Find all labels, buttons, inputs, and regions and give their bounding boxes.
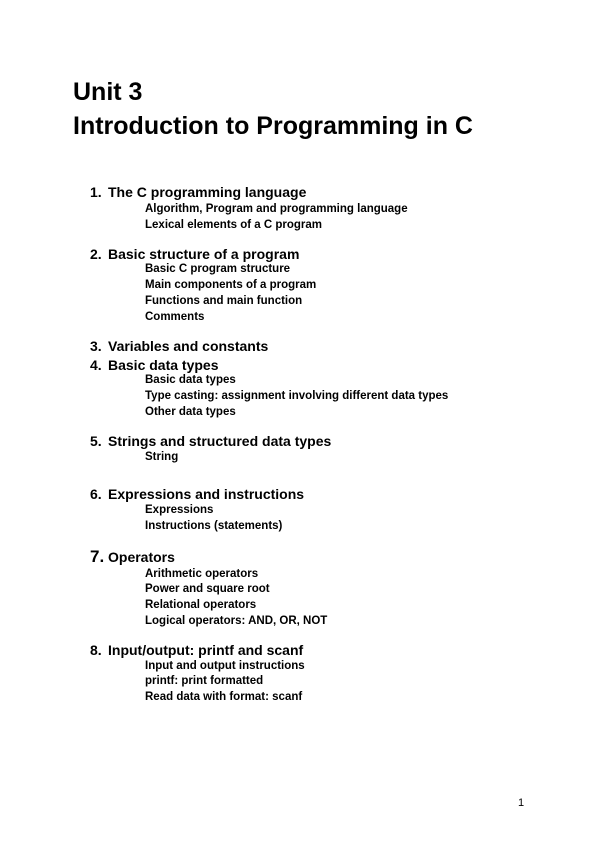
section-heading-1 xyxy=(90,184,306,200)
section-title: Basic structure of a program xyxy=(108,246,300,262)
subtopic-item: Main components of a program xyxy=(145,279,317,291)
subtopic-item: Arithmetic operators xyxy=(145,568,259,580)
subtopic-item: Instructions (statements) xyxy=(145,520,283,532)
section-number: 4. xyxy=(90,357,102,373)
section-title: The C programming language xyxy=(108,184,307,200)
unit-subtitle: Introduction to Programming in C xyxy=(73,112,473,140)
section-number: 8. xyxy=(90,642,102,658)
section-number: 6. xyxy=(90,486,102,502)
section-title: Expressions and instructions xyxy=(108,486,305,502)
subtopic-item: Relational operators xyxy=(145,599,257,611)
section-heading-6 xyxy=(90,486,304,502)
section-heading-7 xyxy=(90,547,175,567)
section-number: 2. xyxy=(90,246,102,262)
subtopic-item: Expressions xyxy=(145,504,214,516)
subtopic-item: Basic data types xyxy=(145,374,236,386)
document-title xyxy=(73,75,473,143)
section-number: 7. xyxy=(90,547,105,566)
subtopic-item: Basic C program structure xyxy=(145,263,291,275)
section-number: 5. xyxy=(90,433,102,449)
section-heading-2 xyxy=(90,246,299,262)
section-title: Input/output: printf and scanf xyxy=(108,642,304,658)
section-title: Variables and constants xyxy=(108,338,269,354)
section-title: Basic data types xyxy=(108,357,219,373)
subtopic-item: Other data types xyxy=(145,406,236,418)
subtopic-item: Functions and main function xyxy=(145,295,303,307)
subtopic-item: Power and square root xyxy=(145,583,270,595)
subtopic-item: Algorithm, Program and programming language xyxy=(145,203,408,215)
section-heading-3 xyxy=(90,338,268,354)
subtopic-item: Input and output instructions xyxy=(145,660,305,672)
page-number: 1 xyxy=(518,797,525,809)
unit-title: Unit 3 xyxy=(73,78,143,106)
section-title: Strings and structured data types xyxy=(108,433,332,449)
section-heading-8 xyxy=(90,642,303,658)
section-heading-4 xyxy=(90,357,219,373)
subtopic-item: Lexical elements of a C program xyxy=(145,219,323,231)
section-number: 1. xyxy=(90,184,102,200)
subtopic-item: printf: print formatted xyxy=(145,675,264,687)
subtopic-item: String xyxy=(145,451,179,463)
subtopic-item: Comments xyxy=(145,311,205,323)
section-heading-5 xyxy=(90,433,331,449)
subtopic-item: Read data with format: scanf xyxy=(145,691,303,703)
section-number: 3. xyxy=(90,338,102,354)
subtopic-item: Type casting: assignment involving different data types xyxy=(145,390,449,402)
subtopic-item: Logical operators: AND, OR, NOT xyxy=(145,615,328,627)
section-title: Operators xyxy=(108,549,175,565)
